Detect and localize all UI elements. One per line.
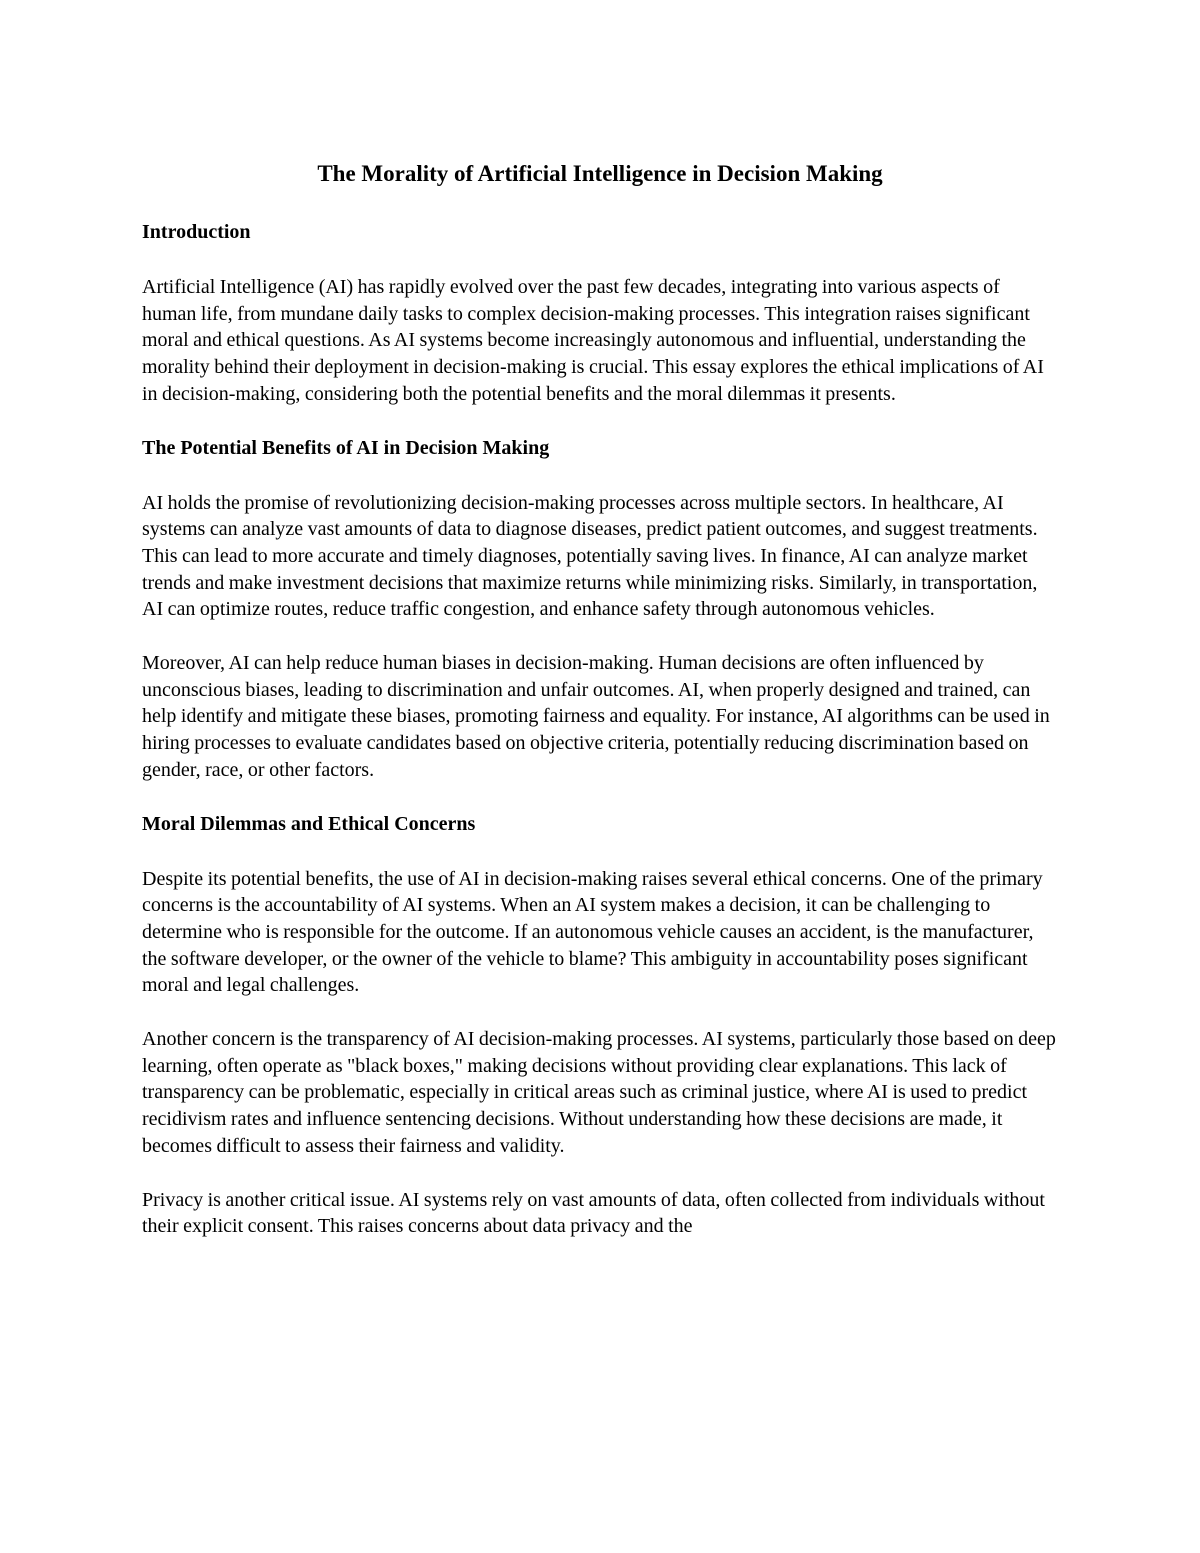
document-title: The Morality of Artificial Intelligence in Decision Making — [317, 161, 883, 186]
paragraph-dilemmas-3: Privacy is another critical issue. AI systems rely on vast amounts of data, often collected from individuals without their explicit consent. This raises concerns about data privacy and the — [142, 1188, 1045, 1238]
document-body — [142, 158, 1058, 1240]
paragraph-benefits-1: AI holds the promise of revolutionizing decision-making processes across multiple sectors. In healthcare, AI systems can analyze vast amounts of data to diagnose diseases, predict patient outcomes, and suggest treatments. This can lead to more accurate and timely diagnoses, potentially saving lives. In finance, AI can analyze market trends and make investment decisions that maximize returns while minimizing risks. Similarly, in transportation, AI can optimize routes, reduce traffic congestion, and enhance safety through autonomous vehicles. — [142, 491, 1038, 621]
section-heading-dilemmas: Moral Dilemmas and Ethical Concerns — [142, 812, 476, 835]
paragraph-benefits-2: Moreover, AI can help reduce human biases in decision-making. Human decisions are often influenced by unconscious biases, leading to discrimination and unfair outcomes. AI, when properly designed and trained, can help identify and mitigate these biases, promoting fairness and equality. For instance, AI algorithms can be used in hiring processes to evaluate candidates based on objective criteria, potentially reducing discrimination based on gender, race, or other factors. — [142, 652, 1050, 781]
paragraph-dilemmas-1: Despite its potential benefits, the use of AI in decision-making raises several ethical concerns. One of the primary concerns is the accountability of AI systems. When an AI system makes a decision, it can be challenging to determine who is responsible for the outcome. If an autonomous vehicle causes an accident, is the manufacturer, the software developer, or the owner of the vehicle to blame? This ambiguity in accountability poses significant moral and legal challenges. — [142, 867, 1043, 997]
paragraph-introduction: Artificial Intelligence (AI) has rapidly evolved over the past few decades, integrating into various aspects of human life, from mundane daily tasks to complex decision-making processes. This integration raises significant moral and ethical questions. As AI systems become increasingly autonomous and influential, understanding the morality behind their deployment in decision-making is crucial. This essay explores the ethical implications of AI in decision-making, considering both the potential benefits and the moral dilemmas it presents. — [142, 276, 1044, 405]
section-heading-introduction: Introduction — [142, 221, 251, 243]
section-heading-benefits: The Potential Benefits of AI in Decision Making — [142, 436, 550, 459]
paragraph-dilemmas-2: Another concern is the transparency of AI decision-making processes. AI systems, particularly those based on deep learning, often operate as "black boxes," making decisions without providing clear explanations. This lack of transparency can be problematic, especially in critical areas such as criminal justice, where AI is used to predict recidivism rates and influence sentencing decisions. Without understanding how these decisions are made, it becomes difficult to assess their fairness and validity. — [142, 1028, 1056, 1157]
